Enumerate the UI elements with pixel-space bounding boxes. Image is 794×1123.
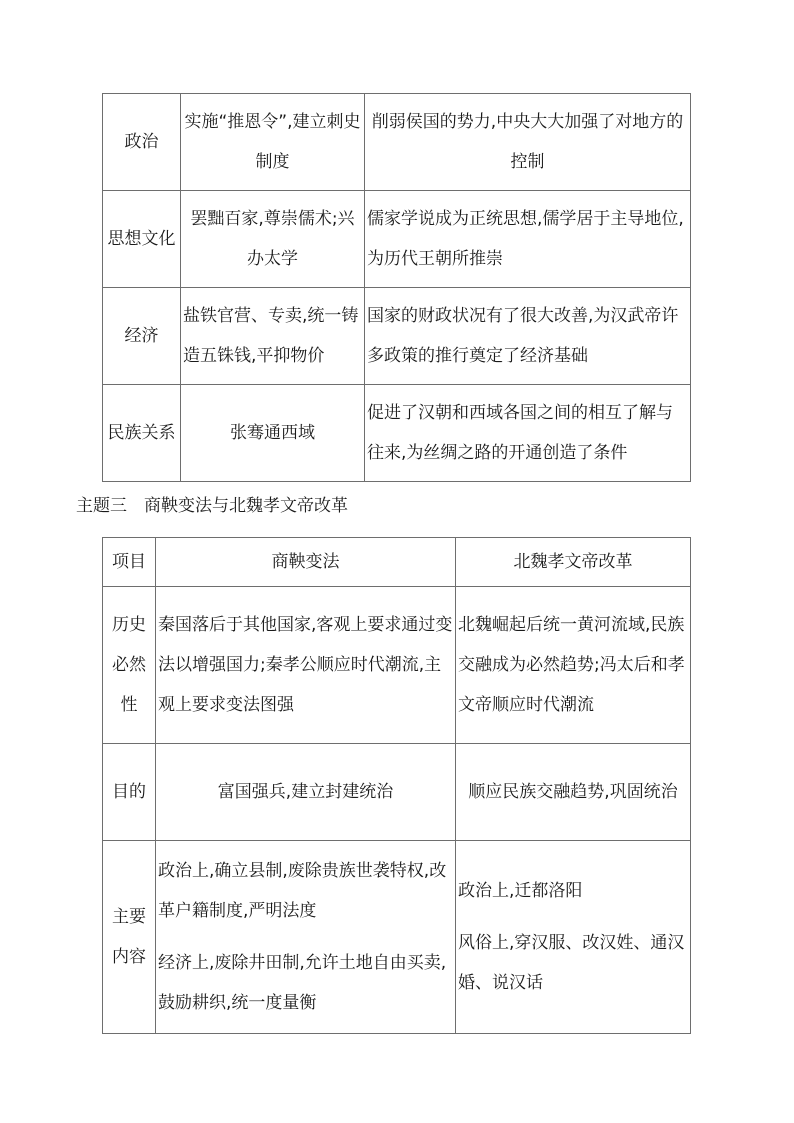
header-shang-yang: 商鞅变法 [156, 538, 456, 587]
shang-yang-economic: 经济上,废除井田制,允许土地自由买卖,鼓励耕织,统一度量衡 [158, 953, 447, 1013]
table-row [103, 385, 691, 482]
header-row [103, 538, 691, 587]
effect-cell: 儒家学说成为正统思想,儒学居于主导地位,为历代王朝所推崇 [365, 191, 691, 288]
effect-cell: 国家的财政状况有了很大改善,为汉武帝许多政策的推行奠定了经济基础 [365, 288, 691, 385]
measure-cell: 张骞通西域 [181, 385, 365, 482]
effect-cell: 促进了汉朝和西域各国之间的相互了解与往来,为丝绸之路的开通创造了条件 [365, 385, 691, 482]
shang-yang-content [156, 841, 456, 1034]
reform-comparison-table [102, 537, 691, 1034]
aspect-cell: 政治 [103, 94, 181, 191]
effect-cell: 削弱侯国的势力,中央大大加强了对地方的控制 [365, 94, 691, 191]
beiwei-purpose: 顺应民族交融趋势,巩固统治 [456, 744, 691, 841]
row-label-necessity: 历史必然性 [103, 587, 156, 744]
measure-cell: 罢黜百家,尊崇儒术;兴办太学 [181, 191, 365, 288]
table-row [103, 288, 691, 385]
aspect-cell: 经济 [103, 288, 181, 385]
measure-cell: 实施“推恩令”,建立刺史制度 [181, 94, 365, 191]
shang-yang-necessity: 秦国落后于其他国家,客观上要求通过变法以增强国力;秦孝公顺应时代潮流,主观上要求变法图强 [156, 587, 456, 744]
table-row [103, 587, 691, 744]
beiwei-necessity: 北魏崛起后统一黄河流域,民族交融成为必然趋势;冯太后和孝文帝顺应时代潮流 [456, 587, 691, 744]
row-label-content: 主要内容 [103, 841, 156, 1034]
beiwei-content [456, 841, 691, 1034]
table-row [103, 841, 691, 1034]
shang-yang-purpose: 富国强兵,建立封建统治 [156, 744, 456, 841]
han-wudi-measures-table [102, 93, 691, 482]
row-label-purpose: 目的 [103, 744, 156, 841]
header-item: 项目 [103, 538, 156, 587]
aspect-cell: 思想文化 [103, 191, 181, 288]
beiwei-customs: 风俗上,穿汉服、改汉姓、通汉婚、说汉话 [458, 933, 685, 993]
beiwei-political: 政治上,迁都洛阳 [458, 881, 583, 901]
table-row [103, 744, 691, 841]
table-row [103, 191, 691, 288]
table-row [103, 94, 691, 191]
measure-cell: 盐铁官营、专卖,统一铸造五铢钱,平抑物价 [181, 288, 365, 385]
shang-yang-political: 政治上,确立县制,废除贵族世袭特权,改革户籍制度,严明法度 [158, 861, 447, 921]
section-title: 主题三 商鞅变法与北魏孝文帝改革 [76, 496, 348, 516]
header-beiwei: 北魏孝文帝改革 [456, 538, 691, 587]
aspect-cell: 民族关系 [103, 385, 181, 482]
